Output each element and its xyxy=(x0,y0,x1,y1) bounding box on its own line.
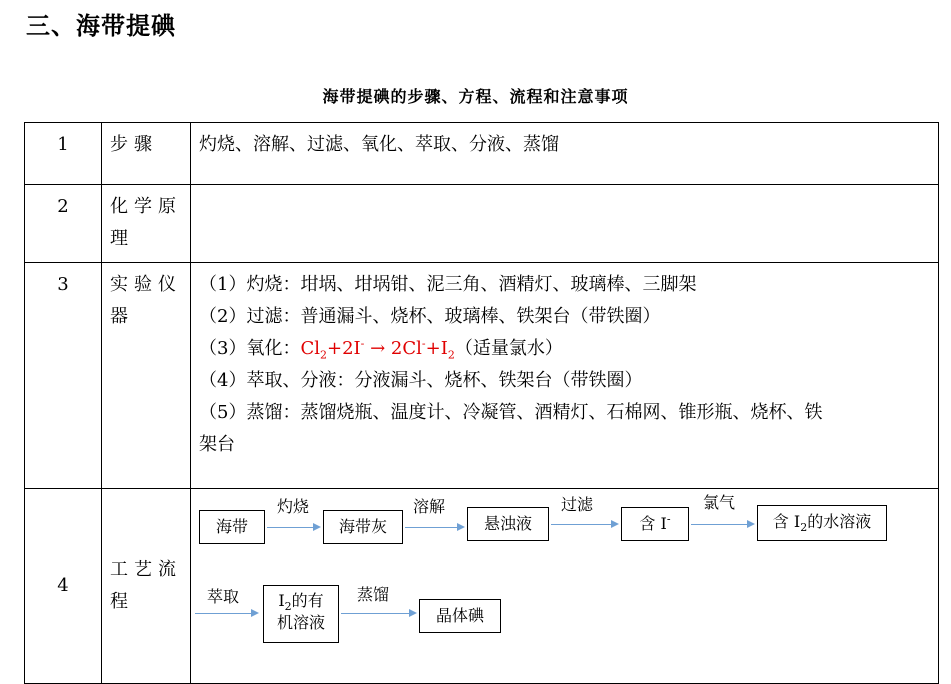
row-label: 步骤 xyxy=(102,123,191,185)
flow-arrow xyxy=(551,524,617,525)
row-content: 灼烧、溶解、过滤、氧化、萃取、分液、蒸馏 xyxy=(191,123,939,185)
flow-step-filter: 过滤 xyxy=(561,495,594,514)
oxidation-prefix: （3）氧化： xyxy=(199,338,301,359)
row-number: 1 xyxy=(25,123,102,185)
iodine-table xyxy=(24,122,939,684)
flow-node-suspension: 悬浊液 xyxy=(467,507,549,541)
table-row xyxy=(25,123,939,185)
table-row xyxy=(25,489,939,684)
equipment-line: （5）蒸馏：蒸馏烧瓶、温度计、冷凝管、酒精灯、石棉网、锥形瓶、烧杯、铁 xyxy=(199,402,823,423)
oxidation-equation: $Cl_2+2I^- \to 2Cl^-+I_2$ xyxy=(300,337,455,362)
flow-arrow xyxy=(341,613,415,614)
flow-node-ash: 海带灰 xyxy=(323,510,403,544)
flow-step-dissolve: 溶解 xyxy=(413,497,446,516)
oxidation-note: （适量氯水） xyxy=(454,338,563,359)
flow-node-crystal-iodine: 晶体碘 xyxy=(419,599,501,633)
flow-arrow xyxy=(691,524,753,525)
flow-step-chlorine: 氯气 xyxy=(703,493,736,512)
table-row xyxy=(25,263,939,489)
process-flow-cell xyxy=(191,489,939,684)
flow-arrow xyxy=(267,527,319,528)
row-content xyxy=(191,185,939,263)
row-number: 4 xyxy=(25,489,102,684)
section-heading: 三、海带提碘 xyxy=(26,12,176,40)
flow-node-organic-solution: $I_2$的有 机溶液 xyxy=(263,585,339,643)
equipment-list xyxy=(191,263,939,489)
flow-node-seaweed: 海带 xyxy=(199,510,265,544)
flow-node-aqueous-iodine: 含 $I_2$的水溶液 xyxy=(757,505,887,541)
reaction-arrow: → xyxy=(370,338,386,359)
process-flow-diagram xyxy=(187,489,917,679)
equipment-line: （4）萃取、分液：分液漏斗、烧杯、铁架台（带铁圈） xyxy=(199,370,643,391)
flow-step-extract: 萃取 xyxy=(207,587,240,606)
row-label: 工艺流程 xyxy=(102,489,191,684)
table-row xyxy=(25,185,939,263)
row-label: 实验仪器 xyxy=(102,263,191,489)
equipment-line: （1）灼烧：坩埚、坩埚钳、泥三角、酒精灯、玻璃棒、三脚架 xyxy=(199,274,697,295)
flow-step-burn: 灼烧 xyxy=(277,497,310,516)
flow-arrow xyxy=(405,527,463,528)
row-number: 2 xyxy=(25,185,102,263)
equipment-line: （2）过滤：普通漏斗、烧杯、玻璃棒、铁架台（带铁圈） xyxy=(199,306,661,327)
oxidation-line xyxy=(199,333,934,365)
row-label: 化学原理 xyxy=(102,185,191,263)
flow-arrow xyxy=(195,613,257,614)
table-caption: 海带提碘的步骤、方程、流程和注意事项 xyxy=(322,87,629,106)
flow-node-iodide: 含 I- xyxy=(621,507,689,541)
flow-step-distill: 蒸馏 xyxy=(357,585,390,604)
equipment-line: 架台 xyxy=(199,434,235,455)
row-number: 3 xyxy=(25,263,102,489)
